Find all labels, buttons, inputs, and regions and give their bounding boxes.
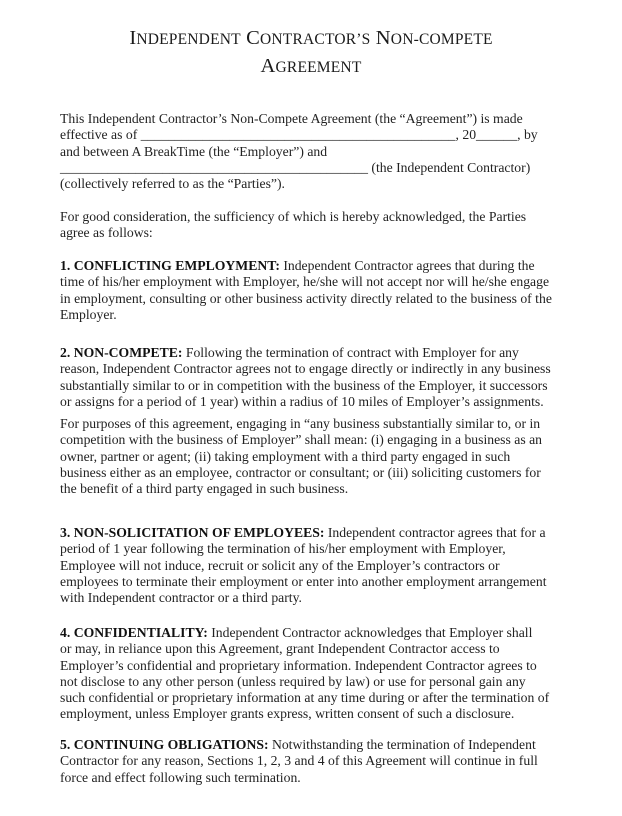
- intro-line: (collectively referred to as the “Parties”).: [60, 176, 285, 192]
- section-1-line: in employment, consulting or other business activity directly related to the business of the: [60, 290, 552, 306]
- section-2-definition-line: competition with the business of Employer” shall mean: (i) engaging in a business as an: [60, 432, 543, 448]
- section-2-definition-line: owner, partner or agent; (ii) taking employment with a third party engaged in such: [60, 448, 511, 464]
- title-text-1: INDEPENDENT CONTRACTOR’S NON-COMPETE: [129, 27, 493, 49]
- section-1-conflicting-employment: [60, 258, 564, 323]
- title-text-2: AGREEMENT: [260, 55, 362, 77]
- section-2-definition: [60, 416, 564, 497]
- section-4-confidentiality: [60, 625, 564, 723]
- section-4-line: or may, in reliance upon this Agreement, grant Independent Contractor access to: [60, 641, 500, 657]
- consideration-paragraph: [60, 209, 564, 242]
- section-2-non-compete: [60, 345, 564, 410]
- section-4-line: such confidential or proprietary information at any time during or after the termination of: [60, 690, 550, 706]
- section-3-line: period of 1 year following the termination of his/her employment with Employer,: [60, 541, 506, 557]
- section-2-line: substantially similar to or in competition with the business of the Employer, it successors: [60, 377, 548, 393]
- intro-line: This Independent Contractor’s Non-Compete Agreement (the “Agreement”) is made: [60, 111, 523, 126]
- section-5-line: Notwithstanding the termination of Independent: [268, 737, 536, 752]
- section-2-definition-line: the benefit of a third party engaged in such business.: [60, 481, 349, 497]
- section-2-definition-line: For purposes of this agreement, engaging in “any business substantially similar to, or in: [60, 416, 541, 431]
- section-2-line: or assigns for a period of 1 year) within a radius of 10 miles of Employer’s assignments.: [60, 393, 544, 409]
- section-5-heading: 5. CONTINUING OBLIGATIONS:: [60, 737, 269, 752]
- consideration-line: agree as follows:: [60, 225, 153, 241]
- section-3-line: employees to terminate their employment or enter into another employment arrangement: [60, 573, 547, 589]
- section-4-line: Independent Contractor acknowledges that Employer shall: [207, 625, 533, 640]
- section-1-heading: 1. CONFLICTING EMPLOYMENT:: [60, 258, 280, 273]
- section-2-heading: 2. NON-COMPETE:: [60, 345, 183, 360]
- intro-line: _____________________________________________ (the Independent Contractor): [60, 159, 531, 175]
- intro-line: effective as of ______________________________________________, 20______, by: [60, 127, 538, 143]
- section-2-line: reason, Independent Contractor agrees not to engage directly or indirectly in any business: [60, 361, 551, 377]
- section-3-non-solicitation: [60, 525, 564, 606]
- section-1-line: Employer.: [60, 306, 117, 322]
- document-title-line-1: [0, 27, 622, 50]
- document-title-line-2: [0, 55, 622, 78]
- section-2-definition-line: business either as an employee, contractor or consultant; or (iii) soliciting customers for: [60, 464, 541, 480]
- section-3-heading: 3. NON-SOLICITATION OF EMPLOYEES:: [60, 525, 325, 540]
- section-1-line: Independent Contractor agrees that during the: [279, 258, 535, 273]
- section-3-line: with Independent contractor or a third party.: [60, 590, 302, 606]
- section-3-line: Employee will not induce, recruit or solicit any of the Employer’s contractors or: [60, 557, 500, 573]
- section-4-line: employment, unless Employer grants express, written consent of such a disclosure.: [60, 706, 515, 722]
- section-4-heading: 4. CONFIDENTIALITY:: [60, 625, 208, 640]
- section-4-line: not disclose to any other person (unless required by law) or use for personal gain any: [60, 673, 526, 689]
- intro-line: and between A BreakTime (the “Employer”) and: [60, 143, 328, 159]
- section-2-line: Following the termination of contract with Employer for any: [182, 345, 519, 360]
- intro-paragraph: [60, 111, 564, 192]
- section-5-continuing-obligations: [60, 737, 564, 786]
- section-3-line: Independent contractor agrees that for a: [324, 525, 546, 540]
- section-1-line: time of his/her employment with Employer, he/she will not accept nor will he/she engage: [60, 274, 550, 290]
- section-4-line: Employer’s confidential and proprietary information. Independent Contractor agrees to: [60, 657, 537, 673]
- section-5-line: force and effect following such termination.: [60, 769, 301, 785]
- consideration-line: For good consideration, the sufficiency of which is hereby acknowledged, the Parties: [60, 209, 527, 224]
- section-5-line: Contractor for any reason, Sections 1, 2, 3 and 4 of this Agreement will continue in full: [60, 753, 538, 769]
